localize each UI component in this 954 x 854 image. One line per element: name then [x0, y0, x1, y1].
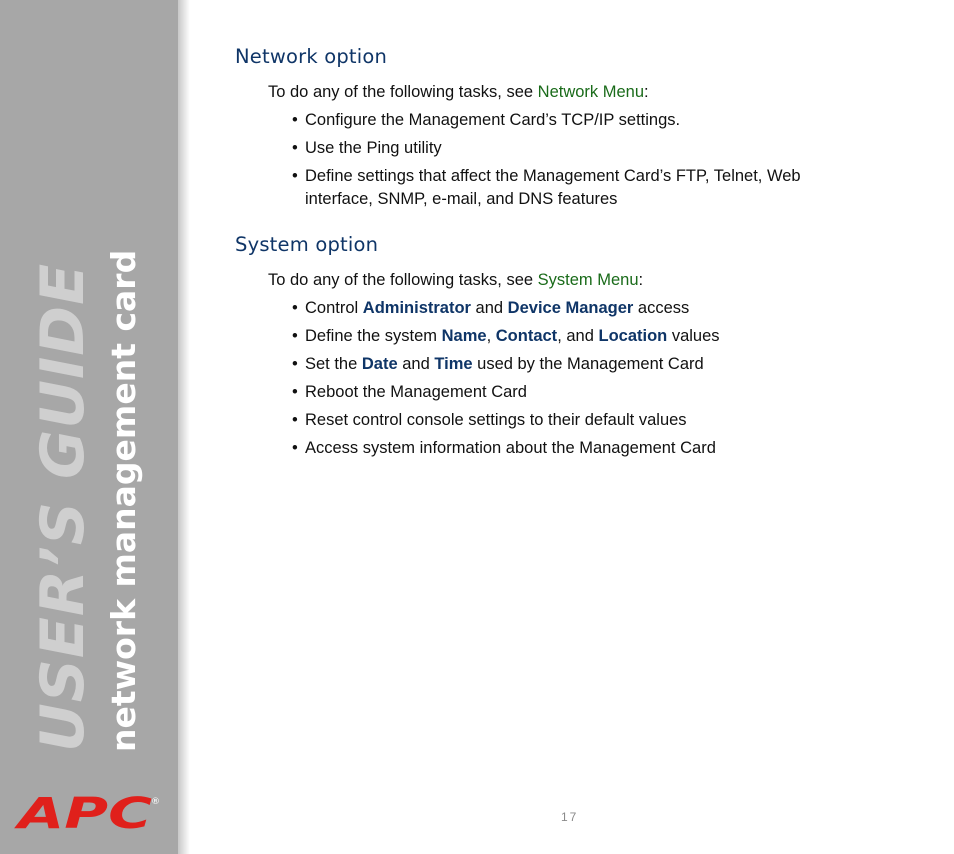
- bullet-marker: •: [292, 139, 298, 157]
- system-option-heading: System option: [235, 233, 379, 256]
- keyword-date: Date: [361, 355, 398, 373]
- list-item: [292, 165, 801, 211]
- sidebar: [0, 0, 178, 854]
- text: ,: [486, 327, 496, 345]
- list-item-text: Access system information about the Management Card: [305, 439, 716, 457]
- bullet-marker: •: [292, 299, 298, 317]
- keyword-device-manager: Device Manager: [507, 299, 634, 317]
- text: and: [397, 355, 435, 373]
- text: , and: [557, 327, 599, 345]
- keyword-time: Time: [434, 355, 473, 373]
- list-item: [292, 325, 720, 348]
- bullet-marker: •: [292, 411, 298, 429]
- sidebar-shadow: [178, 0, 190, 854]
- text: values: [667, 327, 720, 345]
- list-item: [292, 137, 442, 160]
- text: access: [633, 299, 690, 317]
- bullet-marker: •: [292, 439, 298, 457]
- list-item-text: Define settings that affect the Management Card’s FTP, Telnet, Web: [305, 167, 801, 185]
- bullet-marker: •: [292, 355, 298, 373]
- keyword-name: Name: [441, 327, 487, 345]
- network-intro: [268, 83, 649, 102]
- keyword-administrator: Administrator: [362, 299, 471, 317]
- apc-logo: [13, 789, 160, 839]
- users-guide-title: USER’S GUIDE: [28, 262, 98, 752]
- text: Define the system: [305, 327, 442, 345]
- text: Set the: [305, 355, 362, 373]
- text: used by the Management Card: [472, 355, 704, 373]
- network-menu-link[interactable]: Network Menu: [537, 83, 645, 101]
- network-intro-text: To do any of the following tasks, see: [268, 83, 538, 101]
- product-subtitle: network management card: [104, 249, 143, 752]
- system-intro-colon: :: [638, 271, 644, 289]
- list-item-text: Reset control console settings to their default values: [305, 411, 687, 429]
- list-item: [292, 381, 527, 404]
- list-item: [292, 297, 689, 320]
- bullet-marker: •: [292, 383, 298, 401]
- list-item-text: Configure the Management Card’s TCP/IP settings.: [305, 111, 681, 129]
- system-intro-text: To do any of the following tasks, see: [268, 271, 538, 289]
- network-option-heading: Network option: [235, 45, 388, 68]
- system-intro: [268, 271, 643, 290]
- list-item: [292, 409, 687, 432]
- bullet-marker: •: [292, 327, 298, 345]
- list-item: [292, 437, 716, 460]
- keyword-contact: Contact: [495, 327, 558, 345]
- list-item-text: Reboot the Management Card: [305, 383, 527, 401]
- bullet-marker: •: [292, 167, 298, 185]
- list-item-text: Use the Ping utility: [305, 139, 442, 157]
- text: and: [470, 299, 508, 317]
- list-item: [292, 353, 704, 376]
- page-number: 17: [561, 810, 579, 824]
- apc-logo-text: APC: [13, 789, 153, 839]
- list-item-continuation: interface, SNMP, e-mail, and DNS features: [305, 190, 618, 208]
- bullet-marker: •: [292, 111, 298, 129]
- text: Control: [305, 299, 363, 317]
- list-item: [292, 109, 680, 132]
- keyword-location: Location: [598, 327, 668, 345]
- system-menu-link[interactable]: System Menu: [537, 271, 639, 289]
- network-intro-colon: :: [644, 83, 649, 101]
- registered-mark: ®: [151, 797, 160, 807]
